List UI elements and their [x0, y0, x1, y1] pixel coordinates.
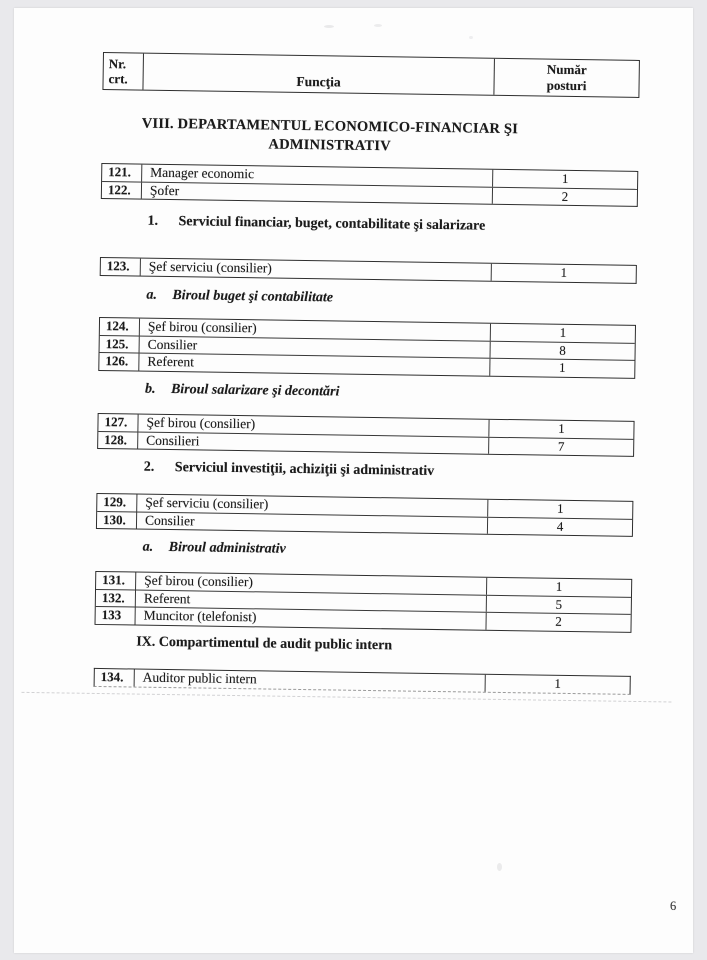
posts-count-cell: 7 — [488, 437, 633, 456]
page-number: 6 — [670, 899, 677, 913]
scan-speck — [324, 25, 334, 28]
table-bureau-a1 — [98, 317, 636, 378]
row-number-cell: 128. — [98, 431, 138, 448]
subsection-heading-bureau-b — [145, 382, 340, 401]
heading-number: 1. — [147, 213, 159, 229]
function-cell: Consilieri — [146, 432, 200, 448]
header-cell-posts — [493, 59, 639, 97]
table-row — [101, 258, 636, 282]
header-posts-line1: Număr — [546, 61, 587, 78]
row-number-cell: 133 — [96, 607, 136, 624]
heading-text: Biroul buget şi contabilitate — [172, 288, 334, 306]
header-cell-nr-crt — [103, 53, 144, 90]
document-content — [93, 52, 648, 720]
table-audit-ix — [94, 668, 631, 694]
function-cell: Şef birou (consilier) — [147, 318, 257, 336]
heading-number: a. — [142, 539, 154, 555]
function-cell: Şef serviciu (consilier) — [145, 494, 269, 512]
row-number-cell: 131. — [96, 572, 136, 589]
subsection-heading-bureau-a1 — [146, 288, 333, 307]
row-number-cell: 125. — [100, 335, 140, 352]
posts-count-cell: 8 — [490, 341, 635, 360]
staff-table-header — [102, 52, 640, 98]
row-number-cell: 130. — [97, 511, 137, 528]
function-cell: Şofer — [149, 182, 180, 198]
table-bureau-b — [97, 413, 634, 457]
header-posts-line2: posturi — [546, 77, 587, 94]
table-row — [95, 669, 630, 693]
heading-text: Biroul administrativ — [168, 540, 286, 557]
row-number-cell: 122. — [102, 182, 142, 199]
header-nr-line1: Nr. — [108, 56, 127, 72]
posts-count-cell: 1 — [487, 500, 632, 519]
function-cell: Consilier — [147, 336, 198, 352]
posts-count-cell: 5 — [486, 595, 631, 614]
posts-count-cell: 4 — [487, 517, 632, 536]
function-cell: Consilier — [144, 512, 195, 528]
function-cell: Muncitor (telefonist) — [143, 607, 257, 625]
posts-count-cell: 2 — [485, 613, 630, 632]
posts-count-cell: 1 — [489, 359, 634, 378]
subsection-heading-service1 — [147, 214, 485, 235]
row-number-cell: 121. — [102, 164, 142, 181]
scan-speck — [374, 24, 382, 27]
row-number-cell: 134. — [95, 669, 135, 686]
header-cell-function — [143, 54, 493, 95]
heading-number: b. — [144, 381, 156, 397]
function-cell: Şef birou (consilier) — [146, 414, 256, 432]
row-number-cell: 123. — [101, 258, 141, 275]
heading-text: Serviciul financiar, buget, contabilitate şi salarizare — [178, 214, 486, 234]
table-bureau-a2 — [95, 571, 633, 632]
table-dept-viii — [101, 163, 638, 207]
row-number-cell: 132. — [96, 589, 136, 606]
heading-text: Biroul salarizare şi decontări — [170, 382, 340, 400]
function-cell: Referent — [143, 590, 191, 606]
heading-number: 2. — [143, 459, 155, 475]
row-number-cell: 129. — [97, 494, 137, 511]
heading-text: Serviciul investiţii, achiziţii şi administrativ — [174, 460, 435, 479]
row-number-cell: 124. — [100, 318, 140, 335]
function-cell: Referent — [147, 353, 195, 370]
subsection-heading-bureau-a2 — [143, 540, 286, 558]
posts-count-cell: 1 — [490, 324, 635, 343]
row-number-cell: 127. — [98, 414, 138, 431]
section-title-dept-viii — [130, 114, 531, 157]
scan-speck — [497, 863, 502, 871]
posts-count-cell: 1 — [491, 264, 636, 283]
function-cell: Şef serviciu (consilier) — [148, 258, 272, 276]
section-title-dept-ix — [136, 635, 392, 655]
heading-number: a. — [146, 287, 158, 303]
subsection-heading-service2 — [144, 460, 435, 480]
header-nr-line2: crt. — [108, 71, 128, 87]
table-service1 — [100, 257, 637, 283]
function-cell: Şef birou (consilier) — [144, 572, 253, 590]
section-title-line1: VIII. DEPARTAMENTUL ECONOMICO-FINANCIAR ŞI — [141, 115, 519, 138]
header-function-label: Funcţia — [296, 73, 341, 90]
section-title-line2: ADMINISTRATIV — [268, 135, 391, 154]
function-cell: Manager economic — [150, 164, 255, 182]
row-number-cell: 126. — [99, 353, 139, 370]
table-service2 — [96, 493, 633, 537]
posts-count-cell: 1 — [486, 578, 631, 597]
heading-text: IX. Compartimentul de audit public intern — [136, 634, 393, 654]
posts-count-cell: 1 — [488, 420, 633, 439]
posts-count-cell: 2 — [492, 187, 637, 206]
posts-count-cell: 1 — [485, 675, 630, 694]
function-cell: Auditor public intern — [142, 669, 257, 687]
scanned-page — [14, 8, 693, 953]
scan-speck — [469, 36, 473, 39]
posts-count-cell: 1 — [492, 170, 637, 189]
